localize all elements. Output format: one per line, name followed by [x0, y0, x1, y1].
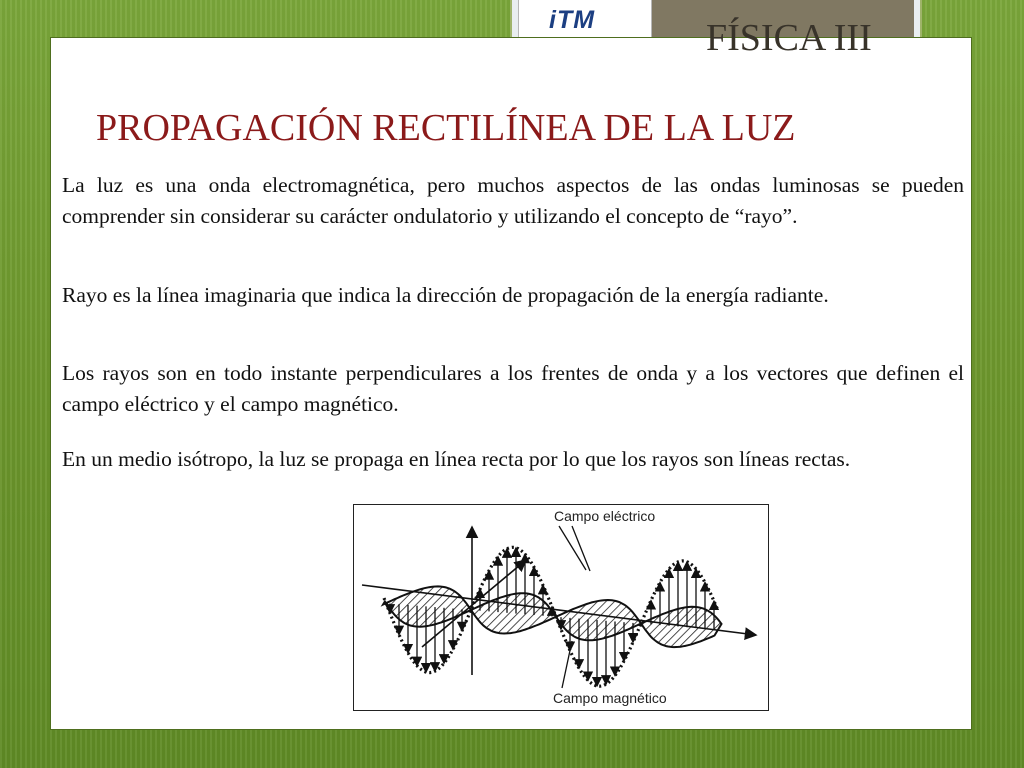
electric-label-leader: [559, 526, 586, 570]
magnetic-label-leader: [562, 641, 572, 688]
paragraph-wave-nature: La luz es una onda electromagnética, pero muchos aspectos de las ondas luminosas se pueden comprender sin considerar su carácter ondulatorio y utilizando el concepto de “rayo”.: [62, 173, 964, 228]
itm-logo-mark: iTM: [549, 6, 596, 34]
magnetic-field-label: Campo magnético: [553, 690, 667, 706]
subject-title: FÍSICA III: [706, 17, 872, 59]
electric-field-label: Campo eléctrico: [554, 508, 656, 524]
paragraph-ray-definition: Rayo es la línea imaginaria que indica la dirección de propagación de la energía radiante.: [62, 283, 829, 307]
slide-title: PROPAGACIÓN RECTILÍNEA DE LA LUZ: [96, 107, 796, 149]
em-wave-diagram: [354, 505, 768, 710]
electric-label-leader: [572, 526, 590, 571]
paragraph-ray-perpendicular: Los rayos son en todo instante perpendiculares a los frentes de onda y a los vectores que definen el campo eléctrico y el campo magnético.: [62, 361, 964, 416]
em-wave-figure: [353, 504, 769, 711]
paragraph-isotropic-medium: En un medio isótropo, la luz se propaga en línea recta por lo que los rayos son líneas rectas.: [62, 447, 851, 471]
